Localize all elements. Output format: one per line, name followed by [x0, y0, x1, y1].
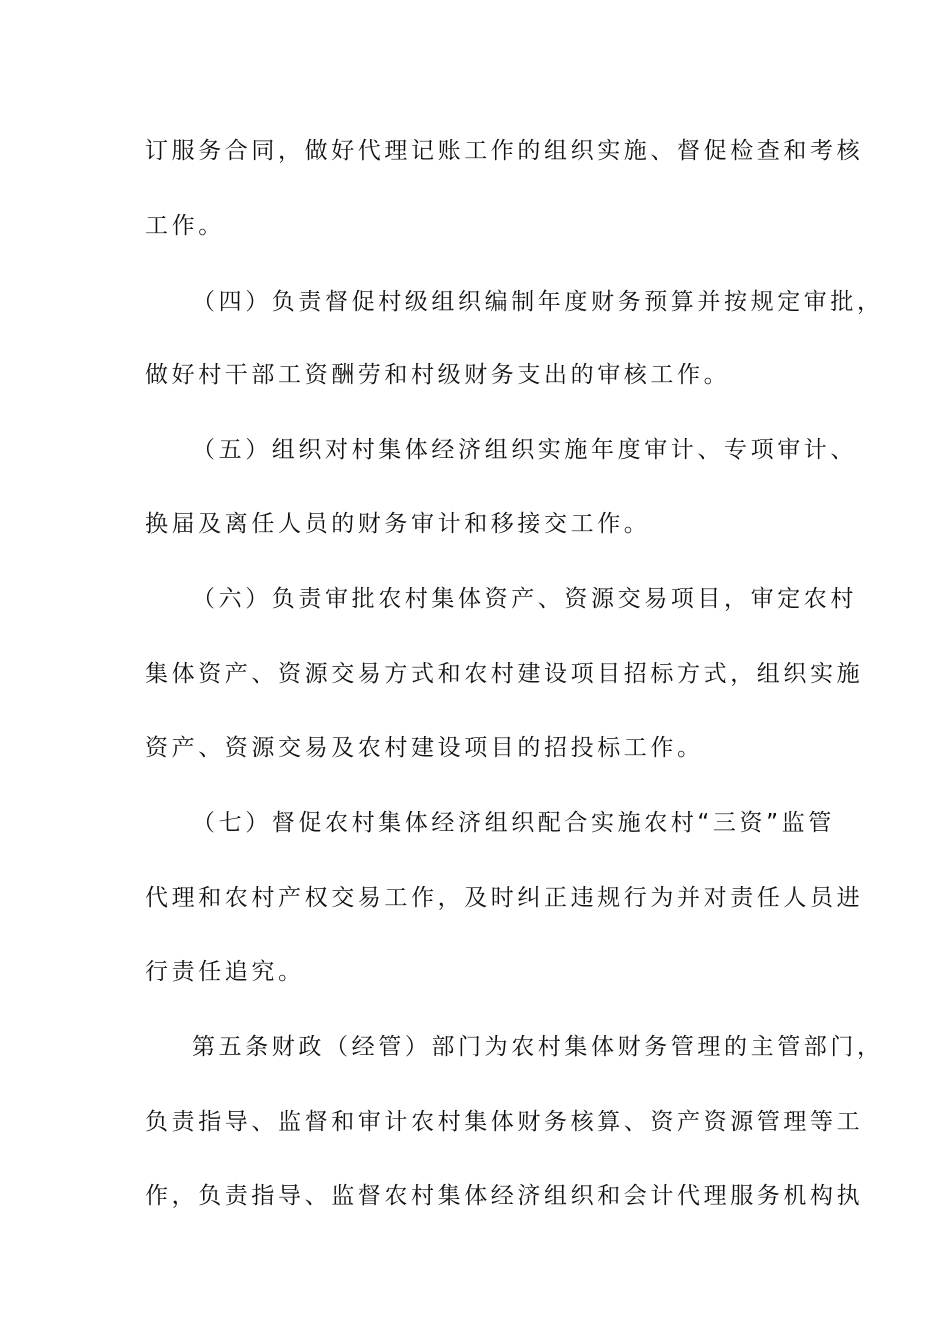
text-line-14: 负责指导、监督和审计农村集体财务核算、资产资源管理等工: [145, 1109, 864, 1135]
text-line-9: 资产、资源交易及农村建设项目的招投标工作。: [145, 735, 704, 761]
text-line-6: 换届及离任人员的财务审计和移接交工作。: [145, 511, 651, 537]
text-line-3: （四）负责督促村级组织编制年度财务预算并按规定审批，: [192, 289, 884, 315]
text-line-13: 第五条财政（经管）部门为农村集体财务管理的主管部门，: [192, 1034, 884, 1060]
text-line-1: 订服务合同，做好代理记账工作的组织实施、督促检查和考核: [145, 138, 864, 164]
text-line-5: （五）组织对村集体经济组织实施年度审计、专项审计、: [192, 437, 857, 463]
text-line-4: 做好村干部工资酬劳和村级财务支出的审核工作。: [145, 362, 731, 388]
text-line-7: （六）负责审批农村集体资产、资源交易项目，审定农村: [192, 586, 857, 612]
text-line-2: 工作。: [145, 213, 225, 239]
text-line-10: （七）督促农村集体经济组织配合实施农村“三资”监管: [192, 810, 835, 836]
text-line-15: 作，负责指导、监督农村集体经济组织和会计代理服务机构执: [145, 1183, 864, 1209]
text-line-12: 行责任追究。: [145, 959, 305, 985]
text-line-11: 代理和农村产权交易工作，及时纠正违规行为并对责任人员进: [145, 885, 864, 911]
text-line-8: 集体资产、资源交易方式和农村建设项目招标方式，组织实施: [145, 661, 864, 687]
